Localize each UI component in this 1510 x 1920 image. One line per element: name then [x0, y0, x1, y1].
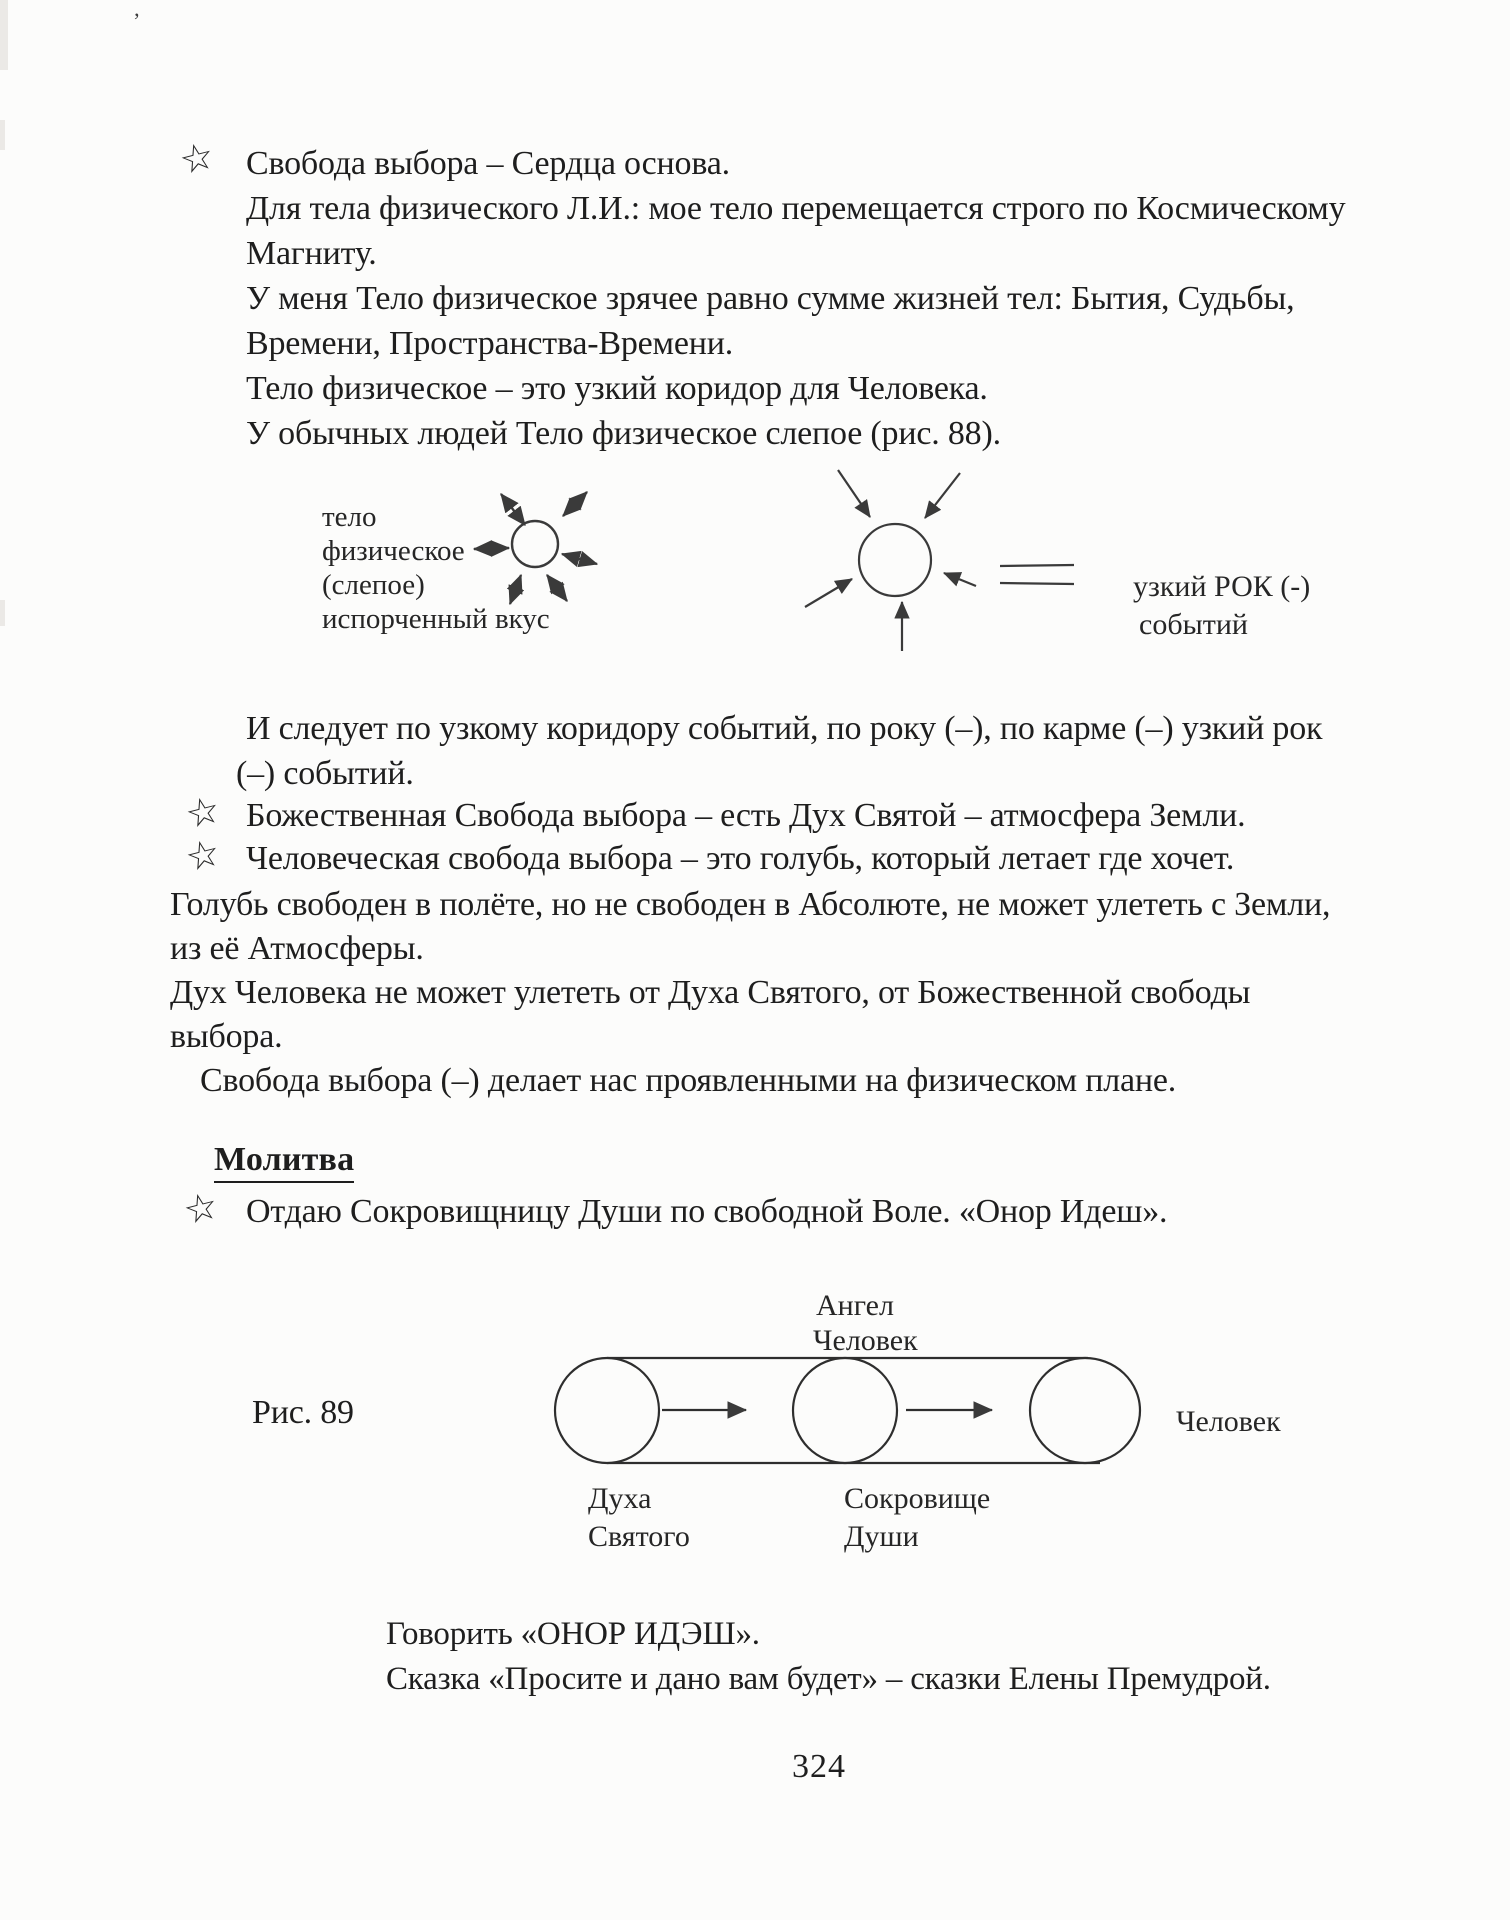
star-bullet-icon: ☆: [181, 831, 225, 881]
inward-arrow-se: [944, 573, 976, 586]
intro-paragraph: [246, 141, 1345, 456]
scan-artifact: [0, 120, 5, 150]
figure88-left-label-line: физическое: [322, 535, 465, 567]
prayer-heading: Молитва: [214, 1141, 354, 1183]
figure88-right-label: [1133, 568, 1310, 644]
dove-line: из её Атмосферы.: [170, 930, 424, 967]
figure88-left-label-line: испорченный вкус: [322, 603, 550, 635]
equals-sign-top: [1000, 565, 1074, 566]
inward-arrow-sw: [805, 579, 852, 607]
narrow-fate-circle: [859, 524, 931, 596]
figure89-mid-bottom-line: Сокровище: [844, 1482, 991, 1515]
figure88-left-label-line: тело: [322, 501, 377, 533]
figure89-left-bottom-line: Святого: [588, 1520, 690, 1553]
figure89-top-label-line: Человек: [813, 1324, 918, 1357]
footer-line: Сказка «Просите и дано вам будет» – сказки Елены Премудрой.: [386, 1661, 1271, 1697]
narrow-path-line: И следует по узкому коридору событий, по року (–), по карме (–) узкий рок: [246, 710, 1323, 747]
star-bullet-icon: ☆: [179, 1184, 223, 1234]
footer-line: Говорить «ОНОР ИДЭШ».: [386, 1616, 760, 1652]
figure88-right-label-line: узкий РОК (-): [1133, 570, 1311, 603]
dove-line: Дух Человека не может улететь от Духа Святого, от Божественной свободы: [170, 974, 1251, 1011]
page-number: 324: [792, 1748, 846, 1785]
intro-line: Магниту.: [246, 235, 377, 272]
double-arrow-east: [562, 554, 597, 564]
double-arrow-ne: [563, 492, 587, 516]
double-arrow-nw: [501, 494, 525, 525]
intro-line: Свобода выбора – Сердца основа.: [246, 145, 730, 182]
prayer-section-title: [214, 1141, 354, 1183]
double-arrow-ssw: [510, 575, 521, 604]
intro-line: Для тела физического Л.И.: мое тело перемещается строго по Космическому: [246, 190, 1346, 227]
intro-line: Времени, Пространства-Времени.: [246, 325, 734, 362]
figure89-mid-bottom-line: Души: [844, 1520, 919, 1553]
equals-sign-bottom: [1000, 583, 1074, 584]
figure88-left-label-line: (слепое): [322, 569, 425, 601]
intro-line: У обычных людей Тело физическое слепое (рис. 88).: [246, 415, 1001, 452]
star-bullet-icon: ☆: [181, 788, 225, 838]
figure89-right-label: Человек: [1176, 1405, 1281, 1438]
narrow-path-paragraph: [236, 706, 1323, 796]
figure89-mid-bottom-label: [844, 1480, 990, 1556]
narrow-path-line: (–) событий.: [236, 755, 414, 792]
holy-spirit-circle: [555, 1358, 659, 1463]
dove-line: выбора.: [170, 1018, 283, 1055]
figure89-left-bottom-label: [588, 1480, 690, 1556]
figure89-left-bottom-line: Духа: [588, 1482, 652, 1515]
dove-line: Голубь свободен в полёте, но не свободен в Абсолюте, не может улететь с Земли,: [170, 886, 1331, 923]
man-circle: [1030, 1358, 1140, 1463]
dove-paragraph: [170, 883, 1330, 1103]
angel-man-circle: [793, 1358, 897, 1463]
prayer-line: Отдаю Сокровищницу Души по свободной Воле. «Онор Идеш».: [246, 1193, 1168, 1230]
star-bullet-icon: ☆: [175, 134, 219, 184]
double-arrow-sse: [547, 575, 567, 601]
figure89-top-label-line: Ангел: [816, 1289, 894, 1322]
footer-paragraph: [386, 1612, 1271, 1702]
dove-line: Свобода выбора (–) делает нас проявленными на физическом плане.: [200, 1062, 1177, 1099]
scan-artifact: [0, 0, 8, 70]
figure89-caption: Рис. 89: [252, 1394, 354, 1431]
scan-artifact: [0, 600, 5, 626]
double-arrow-west: [474, 548, 509, 549]
inward-arrow-nw: [838, 470, 870, 517]
corner-speck: ’: [133, 8, 141, 33]
intro-line: У меня Тело физическое зрячее равно сумме жизней тел: Бытия, Судьбы,: [246, 280, 1295, 317]
divine-freedom-line: Божественная Свобода выбора – есть Дух Святой – атмосфера Земли.: [246, 797, 1246, 834]
inward-arrow-ne: [925, 473, 960, 518]
blind-body-circle: [512, 521, 558, 567]
figure89-diagram: [540, 1348, 1190, 1480]
figure88-right-label-line: событий: [1139, 608, 1248, 641]
human-freedom-line: Человеческая свобода выбора – это голубь, который летает где хочет.: [246, 840, 1235, 877]
intro-line: Тело физическое – это узкий коридор для Человека.: [246, 370, 988, 407]
